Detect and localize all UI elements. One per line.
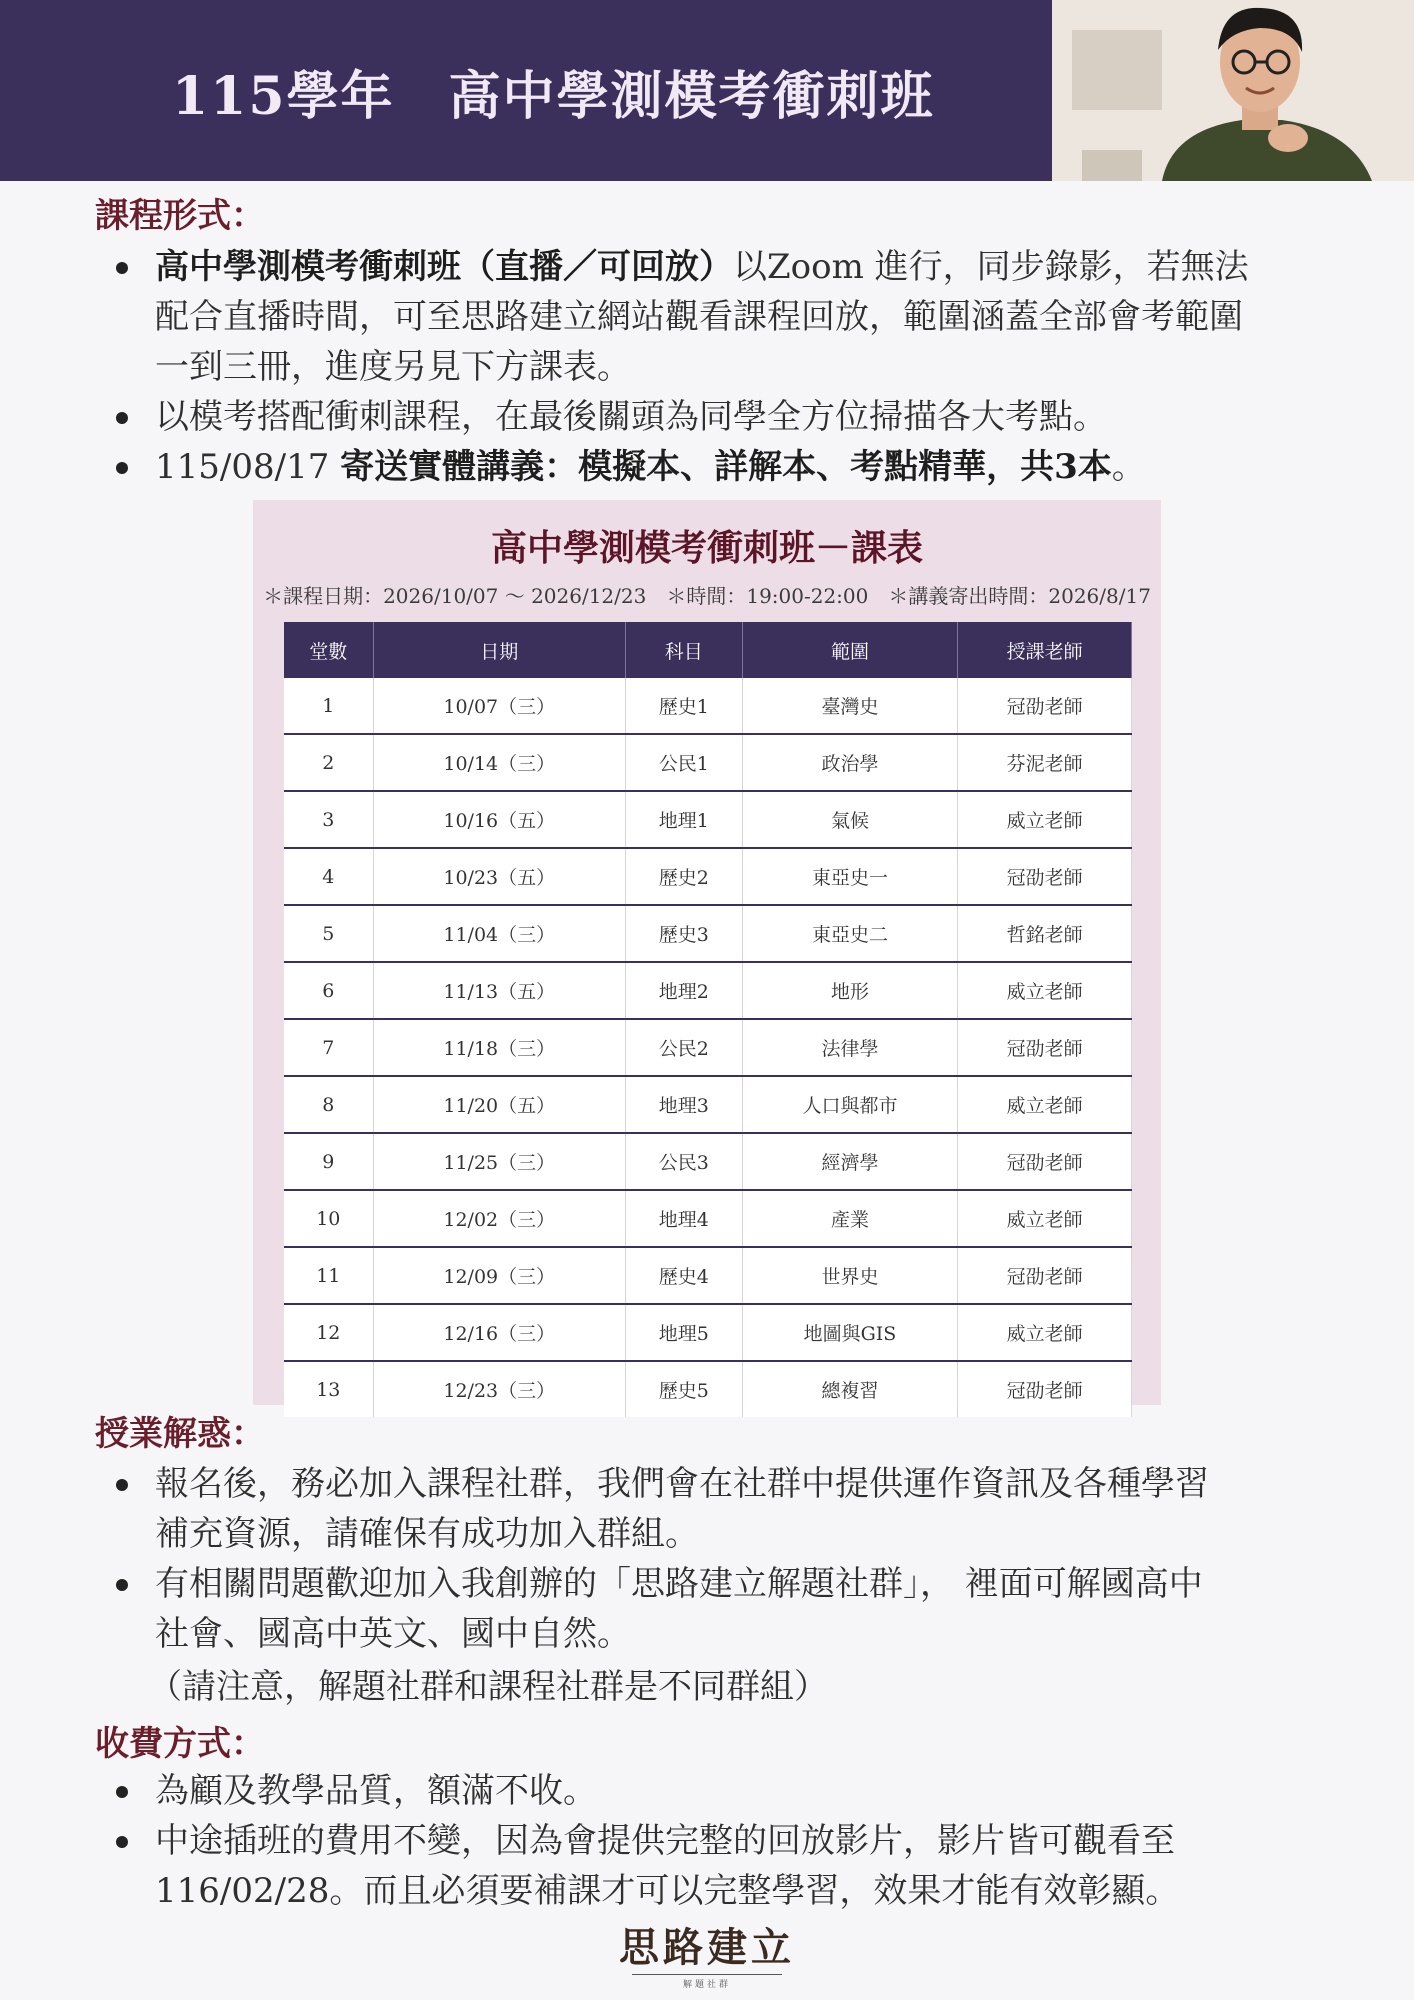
table-cell: 1 — [284, 678, 373, 734]
table-row — [284, 962, 1132, 1019]
table-cell: 13 — [284, 1361, 373, 1417]
column-header: 堂數 — [284, 622, 373, 678]
table-cell: 地理3 — [625, 1076, 742, 1133]
table-cell: 9 — [284, 1133, 373, 1190]
list-item-text: 。 — [1111, 447, 1146, 487]
table-cell: 10/16（五） — [373, 791, 625, 848]
list-item-text: 116/02/28。而且必須要補課才可以完整學習，效果才能有效彰顯。 — [155, 1871, 1180, 1911]
list-item-text: 為顧及教學品質，額滿不收。 — [155, 1771, 597, 1811]
list-item — [0, 1559, 1335, 1659]
table-row — [284, 1247, 1132, 1304]
fee-list — [0, 1766, 1335, 1916]
table-cell: 12 — [284, 1304, 373, 1361]
table-cell: 地理1 — [625, 791, 742, 848]
table-row — [284, 734, 1132, 791]
teacher-portrait-image — [1052, 0, 1414, 181]
qa-list — [0, 1459, 1335, 1659]
table-cell: 10 — [284, 1190, 373, 1247]
table-cell: 11/13（五） — [373, 962, 625, 1019]
table-cell: 歷史5 — [625, 1361, 742, 1417]
list-item — [0, 392, 1335, 442]
section-title-fee: 收費方式： — [95, 1724, 265, 1764]
table-row — [284, 905, 1132, 962]
table-cell: 12/16（三） — [373, 1304, 625, 1361]
table-row — [284, 791, 1132, 848]
list-item-text: 補充資源，請確保有成功加入群組。 — [155, 1514, 699, 1554]
schedule-table — [284, 622, 1132, 1417]
table-cell: 氣候 — [742, 791, 958, 848]
table-cell: 10/07（三） — [373, 678, 625, 734]
table-cell: 歷史3 — [625, 905, 742, 962]
list-item — [0, 1766, 1335, 1816]
logo-subtext: 解題社群 — [682, 1980, 731, 1990]
table-cell: 5 — [284, 905, 373, 962]
table-row — [284, 678, 1132, 734]
list-item-text: 以模考搭配衝刺課程，在最後關頭為同學全方位掃描各大考點。 — [155, 397, 1107, 437]
list-item-text: 115/08/17 — [155, 447, 341, 487]
table-cell: 人口與都市 — [742, 1076, 958, 1133]
table-cell: 地理4 — [625, 1190, 742, 1247]
table-row — [284, 848, 1132, 905]
table-cell: 東亞史二 — [742, 905, 958, 962]
table-cell: 4 — [284, 848, 373, 905]
emphasis-text: 高中學測模考衝刺班（直播／可回放） — [155, 247, 733, 287]
table-cell: 12/23（三） — [373, 1361, 625, 1417]
list-item-text: 配合直播時間，可至思路建立網站觀看課程回放，範圍涵蓋全部會考範圍 — [155, 297, 1243, 337]
section-title-course-format: 課程形式： — [95, 196, 265, 236]
table-cell: 威立老師 — [958, 962, 1132, 1019]
column-header: 授課老師 — [958, 622, 1132, 678]
table-cell: 地理2 — [625, 962, 742, 1019]
logo-text: 思路建立 — [619, 1925, 795, 1971]
table-cell: 威立老師 — [958, 1076, 1132, 1133]
page-title: 115學年 高中學測模考衝刺班 — [172, 66, 935, 127]
table-cell: 冠劭老師 — [958, 1133, 1132, 1190]
table-cell: 歷史4 — [625, 1247, 742, 1304]
table-cell: 6 — [284, 962, 373, 1019]
list-item-text: 中途插班的費用不變，因為會提供完整的回放影片，影片皆可觀看至 — [155, 1821, 1175, 1861]
list-item-text: 一到三冊，進度另見下方課表。 — [155, 347, 631, 387]
table-cell: 11 — [284, 1247, 373, 1304]
emphasis-text: 寄送實體講義：模擬本、詳解本、考點精華，共3本 — [340, 447, 1112, 487]
table-cell: 臺灣史 — [742, 678, 958, 734]
table-cell: 哲銘老師 — [958, 905, 1132, 962]
table-cell: 7 — [284, 1019, 373, 1076]
section-title-qa: 授業解惑： — [95, 1414, 265, 1454]
table-cell: 8 — [284, 1076, 373, 1133]
table-cell: 經濟學 — [742, 1133, 958, 1190]
table-row — [284, 1190, 1132, 1247]
table-cell: 11/18（三） — [373, 1019, 625, 1076]
list-item-text: 有相關問題歡迎加入我創辦的「思路建立解題社群」， 裡面可解國高中 — [155, 1564, 1203, 1604]
brand-logo — [0, 1916, 1414, 1990]
table-cell: 冠劭老師 — [958, 1361, 1132, 1417]
table-cell: 12/02（三） — [373, 1190, 625, 1247]
table-cell: 3 — [284, 791, 373, 848]
table-cell: 10/23（五） — [373, 848, 625, 905]
table-cell: 11/25（三） — [373, 1133, 625, 1190]
table-cell: 歷史2 — [625, 848, 742, 905]
table-cell: 公民3 — [625, 1133, 742, 1190]
table-cell: 法律學 — [742, 1019, 958, 1076]
table-cell: 地圖與GIS — [742, 1304, 958, 1361]
course-format-list — [0, 242, 1335, 492]
table-cell: 11/20（五） — [373, 1076, 625, 1133]
table-cell: 東亞史一 — [742, 848, 958, 905]
table-cell: 冠劭老師 — [958, 1019, 1132, 1076]
table-header-row — [284, 622, 1132, 678]
table-cell: 2 — [284, 734, 373, 791]
schedule-card — [253, 500, 1161, 1405]
table-cell: 總複習 — [742, 1361, 958, 1417]
table-cell: 冠劭老師 — [958, 1247, 1132, 1304]
table-cell: 芬泥老師 — [958, 734, 1132, 791]
table-cell: 威立老師 — [958, 791, 1132, 848]
table-cell: 10/14（三） — [373, 734, 625, 791]
schedule-subtitle: ＊課程日期：2026/10/07 ～ 2026/12/23 ＊時間：19:00-22:00 ＊講義寄出時間：2026/8/17 — [263, 584, 1151, 608]
list-item — [0, 242, 1335, 392]
table-row — [284, 1076, 1132, 1133]
column-header: 範圍 — [742, 622, 958, 678]
table-row — [284, 1304, 1132, 1361]
table-cell: 公民1 — [625, 734, 742, 791]
table-cell: 冠劭老師 — [958, 848, 1132, 905]
table-row — [284, 1019, 1132, 1076]
column-header: 科目 — [625, 622, 742, 678]
table-cell: 威立老師 — [958, 1190, 1132, 1247]
table-cell: 公民2 — [625, 1019, 742, 1076]
list-item — [0, 442, 1335, 492]
list-item-text: 報名後，務必加入課程社群，我們會在社群中提供運作資訊及各種學習 — [155, 1464, 1209, 1504]
schedule-title: 高中學測模考衝刺班－課表 — [490, 527, 923, 569]
column-header: 日期 — [373, 622, 625, 678]
logo-divider — [632, 1974, 782, 1975]
table-cell: 地形 — [742, 962, 958, 1019]
table-row — [284, 1361, 1132, 1417]
table-cell: 歷史1 — [625, 678, 742, 734]
table-cell: 11/04（三） — [373, 905, 625, 962]
table-body — [284, 678, 1132, 1417]
table-cell: 威立老師 — [958, 1304, 1132, 1361]
table-row — [284, 1133, 1132, 1190]
header-banner — [0, 0, 1052, 181]
table-cell: 冠劭老師 — [958, 678, 1132, 734]
list-item — [0, 1816, 1335, 1916]
teacher-photo — [1052, 0, 1414, 181]
table-cell: 產業 — [742, 1190, 958, 1247]
table-cell: 政治學 — [742, 734, 958, 791]
list-item-text: 以Zoom 進行，同步錄影，若無法 — [733, 247, 1249, 287]
table-cell: 地理5 — [625, 1304, 742, 1361]
qa-note: （請注意，解題社群和課程社群是不同群組） — [148, 1667, 828, 1707]
list-item — [0, 1459, 1335, 1559]
list-item-text: 社會、國高中英文、國中自然。 — [155, 1614, 631, 1654]
table-cell: 世界史 — [742, 1247, 958, 1304]
table-cell: 12/09（三） — [373, 1247, 625, 1304]
